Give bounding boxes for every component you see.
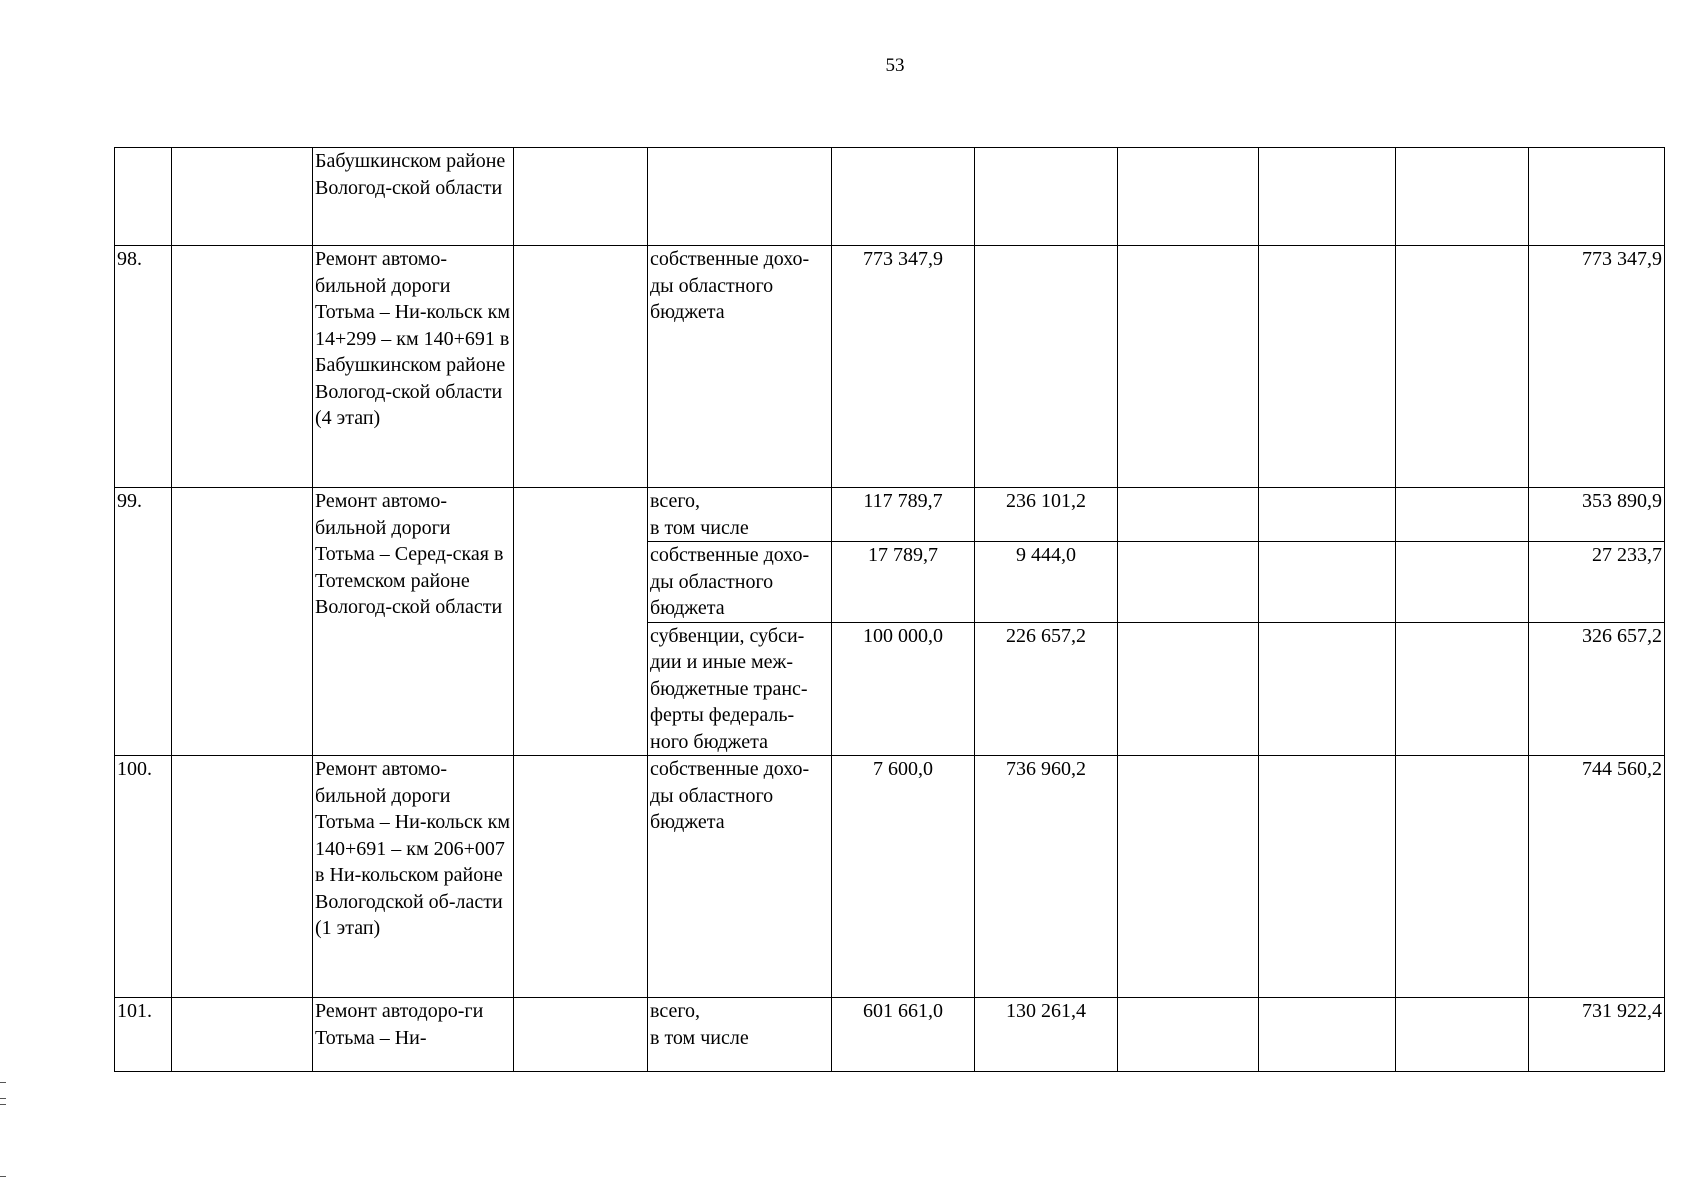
page-number: 53 [885, 55, 905, 76]
empty-cell [1396, 756, 1529, 998]
object-name: Ремонт автомо-бильной дороги Тотьма – Ни-кольск км 14+299 – км 140+691 в Бабушкинском районе Вологод-ской области (4 этап) [313, 246, 514, 488]
empty-cell [1118, 148, 1259, 246]
year1-value: 601 661,0 [832, 998, 975, 1072]
empty-cell [172, 148, 313, 246]
empty-cell [514, 998, 648, 1072]
empty-cell [1259, 488, 1396, 542]
margin-tick [0, 1104, 6, 1105]
funding-source: собственные дохо-ды областного бюджета [648, 756, 832, 998]
funding-source: субвенции, субси-дии и иные меж-бюджетные транс-ферты федераль-ного бюджета [648, 622, 832, 756]
margin-tick [0, 1176, 6, 1177]
year2-value: 226 657,2 [975, 622, 1118, 756]
empty-cell [1118, 756, 1259, 998]
year2-value: 736 960,2 [975, 756, 1118, 998]
empty-cell [172, 246, 313, 488]
empty-cell [1118, 622, 1259, 756]
margin-tick [0, 1082, 6, 1083]
total-value: 744 560,2 [1529, 756, 1665, 998]
row-index: 99. [115, 488, 172, 756]
table-row [115, 756, 1665, 998]
empty-cell [514, 756, 648, 998]
total-value [1529, 148, 1665, 246]
empty-cell [1118, 542, 1259, 623]
budget-table [114, 147, 1665, 1072]
year2-value [975, 148, 1118, 246]
year2-value: 130 261,4 [975, 998, 1118, 1072]
empty-cell [1259, 542, 1396, 623]
table-row [115, 148, 1665, 246]
funding-source: всего, в том числе [648, 488, 832, 542]
funding-source: всего, в том числе [648, 998, 832, 1072]
year1-value: 100 000,0 [832, 622, 975, 756]
empty-cell [1118, 488, 1259, 542]
funding-source [648, 148, 832, 246]
total-value: 773 347,9 [1529, 246, 1665, 488]
empty-cell [1118, 998, 1259, 1072]
year2-value: 9 444,0 [975, 542, 1118, 623]
object-name: Ремонт автомо-бильной дороги Тотьма – Ни-кольск км 140+691 – км 206+007 в Ни-кольском районе Вологодской об-ласти (1 этап) [313, 756, 514, 998]
year1-value [832, 148, 975, 246]
year1-value: 117 789,7 [832, 488, 975, 542]
row-index: 98. [115, 246, 172, 488]
empty-cell [514, 148, 648, 246]
row-index: 101. [115, 998, 172, 1072]
funding-source: собственные дохо-ды областного бюджета [648, 542, 832, 623]
empty-cell [1118, 246, 1259, 488]
empty-cell [1259, 246, 1396, 488]
total-value: 731 922,4 [1529, 998, 1665, 1072]
empty-cell [172, 756, 313, 998]
empty-cell [514, 246, 648, 488]
empty-cell [1259, 622, 1396, 756]
row-index [115, 148, 172, 246]
empty-cell [1396, 998, 1529, 1072]
empty-cell [1396, 542, 1529, 623]
year1-value: 17 789,7 [832, 542, 975, 623]
table-row [115, 488, 1665, 542]
empty-cell [1396, 622, 1529, 756]
empty-cell [1259, 756, 1396, 998]
empty-cell [1396, 246, 1529, 488]
object-name: Ремонт автомо-бильной дороги Тотьма – Серед-ская в Тотемском районе Вологод-ской области [313, 488, 514, 756]
empty-cell [514, 488, 648, 756]
year2-value: 236 101,2 [975, 488, 1118, 542]
table-row [115, 998, 1665, 1072]
year2-value [975, 246, 1118, 488]
empty-cell [1259, 148, 1396, 246]
total-value: 353 890,9 [1529, 488, 1665, 542]
empty-cell [172, 998, 313, 1072]
empty-cell [1396, 488, 1529, 542]
empty-cell [1396, 148, 1529, 246]
empty-cell [1259, 998, 1396, 1072]
object-name: Ремонт автодоро-ги Тотьма – Ни- [313, 998, 514, 1072]
year1-value: 773 347,9 [832, 246, 975, 488]
empty-cell [172, 488, 313, 756]
total-value: 326 657,2 [1529, 622, 1665, 756]
year1-value: 7 600,0 [832, 756, 975, 998]
table-row [115, 246, 1665, 488]
margin-tick [0, 1098, 6, 1099]
row-index: 100. [115, 756, 172, 998]
funding-source: собственные дохо-ды областного бюджета [648, 246, 832, 488]
total-value: 27 233,7 [1529, 542, 1665, 623]
object-name: Бабушкинском районе Вологод-ской области [313, 148, 514, 246]
